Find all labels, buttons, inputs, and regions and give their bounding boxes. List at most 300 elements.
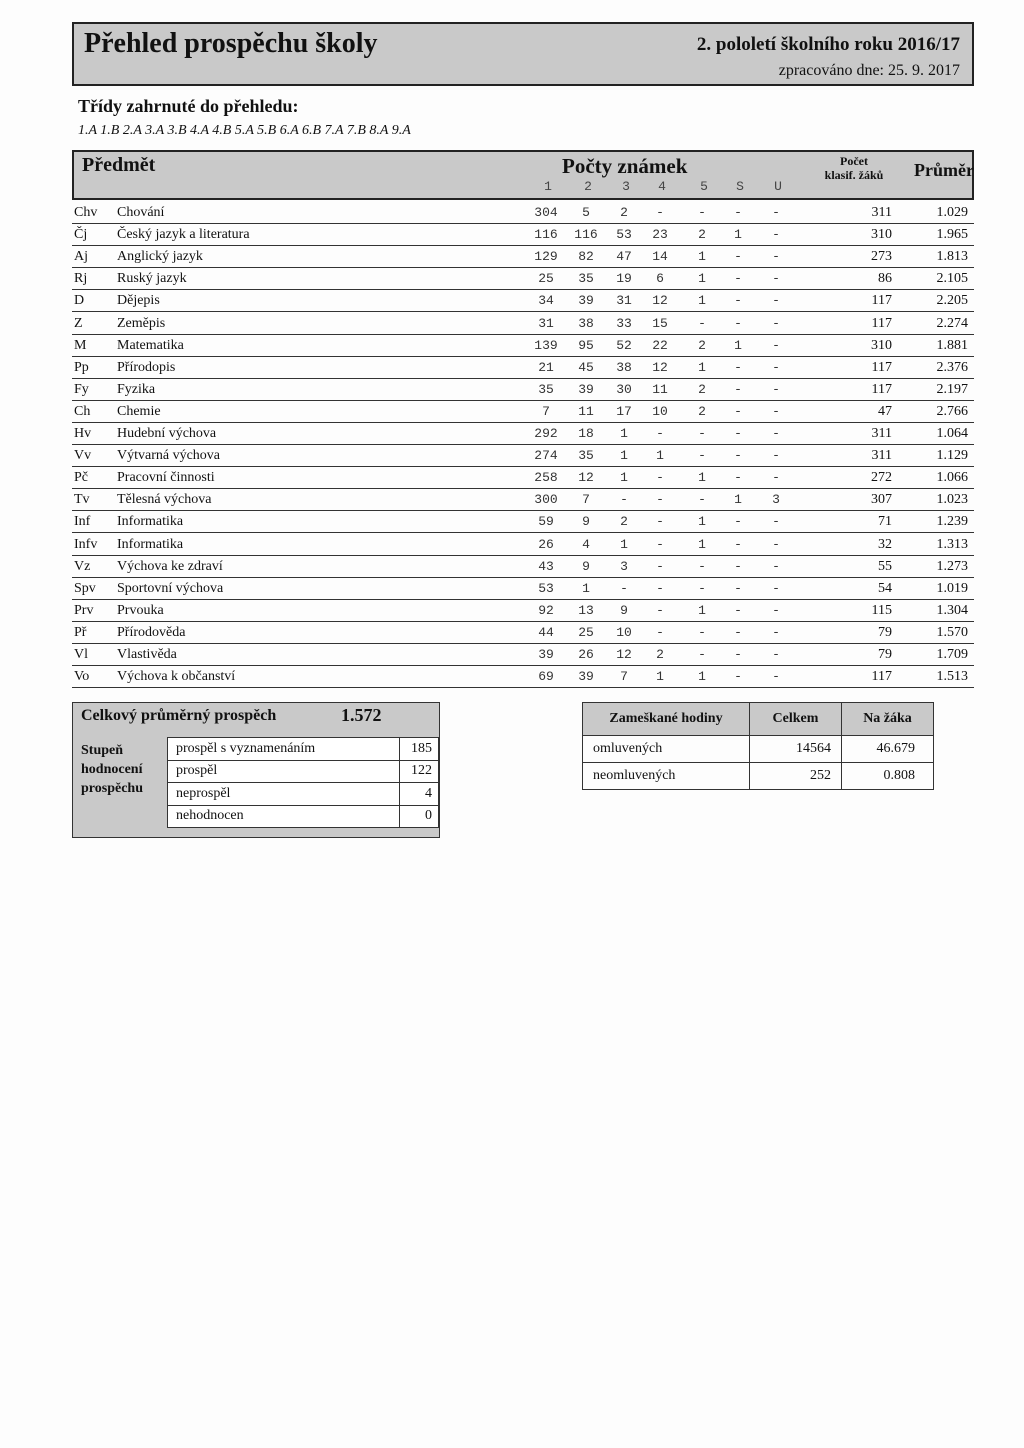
classified-count-cell: 272 <box>871 470 892 486</box>
grade-count-cell: - <box>772 249 780 265</box>
grade-count-cell: - <box>734 580 742 596</box>
grade-count-cell: - <box>734 403 742 419</box>
grade-count-cell: - <box>698 205 706 220</box>
grade-count-cell: 1 <box>698 359 706 375</box>
classified-count-cell: 115 <box>871 602 892 618</box>
table-row <box>583 736 934 763</box>
grade-count-cell: - <box>698 315 706 331</box>
table-row <box>72 644 974 666</box>
classified-count-cell: 117 <box>871 381 892 397</box>
subject-average-cell: 1.064 <box>936 426 968 441</box>
subject-abbr: Hv <box>74 426 92 441</box>
subject-average-cell: 1.813 <box>936 249 968 265</box>
subject-name: Hudební výchova <box>117 426 217 441</box>
grade-count-cell: - <box>734 359 742 375</box>
grade-count-cell: 4 <box>582 536 590 552</box>
grade-count-cell: - <box>734 448 742 464</box>
table-row <box>583 763 934 790</box>
table-row <box>72 423 974 445</box>
grade-count-cell: - <box>734 602 742 618</box>
grade-count-cell: 12 <box>616 647 632 662</box>
classified-count-cell: 117 <box>871 315 892 331</box>
table-row <box>72 467 974 489</box>
grade-count-cell: - <box>734 315 742 331</box>
grade-count-cell: 116 <box>574 227 598 243</box>
report-period: 2. pololetí školního roku 2016/17 <box>696 34 960 55</box>
subject-name: Dějepis <box>117 293 160 309</box>
table-row <box>72 578 974 600</box>
table-row <box>72 445 974 467</box>
grade-count-cell: 23 <box>652 227 668 243</box>
subject-name: Sportovní výchova <box>117 580 224 596</box>
subject-name: Tělesná výchova <box>117 492 212 508</box>
levels-table <box>167 737 439 828</box>
subject-abbr: D <box>74 293 85 309</box>
table-row <box>72 534 974 556</box>
subject-name: Matematika <box>117 337 184 353</box>
grade-count-cell: - <box>656 602 664 618</box>
grade-count-cell: - <box>620 580 628 596</box>
grade-count-cell: 1 <box>698 293 706 309</box>
grade-count-cell: - <box>656 205 664 220</box>
grade-count-cell: 1 <box>582 580 590 596</box>
grade-count-cell: 34 <box>538 293 554 309</box>
grade-count-cell: - <box>734 647 742 662</box>
classified-count-cell: 117 <box>871 293 892 309</box>
classified-count-cell: 273 <box>871 249 892 265</box>
grade-count-cell: - <box>656 536 664 552</box>
subject-abbr: Ch <box>74 403 91 419</box>
classified-count-cell: 55 <box>878 558 892 574</box>
grade-count-cell: 1 <box>734 227 742 243</box>
classified-count-cell: 79 <box>878 624 892 640</box>
grade-count-cell: - <box>656 580 664 596</box>
table-row <box>72 246 974 268</box>
table-row <box>168 805 439 828</box>
subject-average-cell: 1.129 <box>936 448 968 464</box>
grade-count-cell: 9 <box>582 558 590 574</box>
table-row <box>72 556 974 578</box>
classified-count-cell: 71 <box>878 514 892 530</box>
subject-name: Chování <box>117 205 165 220</box>
classified-count-cell: 47 <box>878 403 892 419</box>
absence-header-total: Celkem <box>750 703 842 736</box>
grade-count-cell: 6 <box>656 271 664 287</box>
grade-count-cell: 2 <box>620 514 628 530</box>
subject-average-cell: 2.197 <box>936 381 968 397</box>
grade-count-cell: - <box>772 647 780 662</box>
table-row <box>168 783 439 806</box>
grade-count-cell: 9 <box>620 602 628 618</box>
grade-count-cell: - <box>656 426 664 441</box>
grade-count-cell: 43 <box>538 558 554 574</box>
grade-count-cell: 1 <box>656 448 664 464</box>
grade-count-cell: 11 <box>652 381 668 397</box>
subject-average-cell: 2.105 <box>936 271 968 287</box>
subject-abbr: Infv <box>74 536 98 552</box>
grade-count-cell: - <box>772 403 780 419</box>
grade-count-cell: - <box>772 337 780 353</box>
grade-count-cell: 1 <box>734 337 742 353</box>
grade-count-cell: - <box>734 249 742 265</box>
classified-count-cell: 311 <box>871 448 892 464</box>
table-row <box>72 489 974 511</box>
grade-count-cell: 1 <box>698 514 706 530</box>
grade-count-cell: - <box>772 426 780 441</box>
subject-average-cell: 1.881 <box>936 337 968 353</box>
grade-count-cell: - <box>772 470 780 486</box>
classified-count-cell: 311 <box>871 205 892 220</box>
subject-abbr: Prv <box>74 602 94 618</box>
level-count-cell: 4 <box>400 783 439 806</box>
subject-abbr: Čj <box>74 227 88 243</box>
grade-count-cell: - <box>734 426 742 441</box>
table-row <box>168 760 439 783</box>
subject-name: Informatika <box>117 536 184 552</box>
level-count-cell: 122 <box>400 760 439 783</box>
subject-name: Fyzika <box>117 381 156 397</box>
subject-abbr: M <box>74 337 87 353</box>
grade-count-cell: - <box>656 514 664 530</box>
subject-average-cell: 1.313 <box>936 536 968 552</box>
subject-name: Pracovní činnosti <box>117 470 215 486</box>
grade-count-cell: - <box>656 624 664 640</box>
grade-count-cell: 47 <box>616 249 632 265</box>
subject-abbr: Vv <box>74 448 92 464</box>
grade-count-cell: - <box>698 624 706 640</box>
grade-col-3: 3 <box>622 179 630 194</box>
grade-count-cell: - <box>772 359 780 375</box>
grade-count-cell: - <box>698 580 706 596</box>
table-row <box>72 600 974 622</box>
subject-name: Prvouka <box>117 602 164 618</box>
grade-count-cell: 35 <box>578 448 594 464</box>
table-row <box>72 202 974 224</box>
subject-name: Zeměpis <box>117 315 166 331</box>
grade-count-cell: 1 <box>698 470 706 486</box>
level-label-cell: nehodnocen <box>168 805 400 828</box>
grade-count-cell: 30 <box>616 381 632 397</box>
subject-abbr: Př <box>74 624 87 640</box>
grade-count-cell: 3 <box>772 492 780 508</box>
grade-count-cell: - <box>620 492 628 508</box>
classified-count-cell: 86 <box>878 271 892 287</box>
subject-name: Přírodopis <box>117 359 176 375</box>
grade-col-1: 1 <box>544 179 552 194</box>
grade-count-cell: 38 <box>578 315 594 331</box>
subject-average-cell: 1.304 <box>936 602 968 618</box>
grade-count-cell: 39 <box>538 647 554 662</box>
grade-count-cell: 2 <box>656 647 664 662</box>
subject-abbr: Rj <box>74 271 88 287</box>
grade-count-cell: 1 <box>698 669 706 685</box>
grade-col-5: 5 <box>700 179 708 194</box>
grade-count-cell: - <box>698 647 706 662</box>
classified-count-cell: 32 <box>878 536 892 552</box>
table-row <box>72 379 974 401</box>
subject-name: Výtvarná výchova <box>117 448 221 464</box>
grade-count-cell: 39 <box>578 381 594 397</box>
grade-count-cell: - <box>734 470 742 486</box>
grade-count-cell: 292 <box>534 426 558 441</box>
grade-count-cell: - <box>772 315 780 331</box>
grade-count-cell: 45 <box>578 359 594 375</box>
grade-count-cell: - <box>734 205 742 220</box>
subject-name: Výchova ke zdraví <box>117 558 223 574</box>
grade-count-cell: - <box>772 536 780 552</box>
grade-count-cell: - <box>656 492 664 508</box>
grade-count-cell: - <box>656 470 664 486</box>
table-row <box>72 268 974 290</box>
grade-count-cell: 14 <box>652 249 668 265</box>
subject-abbr: Chv <box>74 205 98 220</box>
grade-count-cell: 1 <box>734 492 742 508</box>
grade-count-cell: - <box>772 381 780 397</box>
grade-count-cell: - <box>734 271 742 287</box>
grade-count-cell: 21 <box>538 359 554 375</box>
grade-count-cell: 53 <box>538 580 554 596</box>
subject-average-cell: 2.766 <box>936 403 968 419</box>
grade-count-cell: 9 <box>582 514 590 530</box>
table-row <box>72 290 974 312</box>
grade-col-2: 2 <box>584 179 592 194</box>
grade-count-cell: - <box>772 448 780 464</box>
grade-count-cell: 10 <box>616 624 632 640</box>
absence-label-cell: omluvených <box>583 736 750 763</box>
grade-col-4: 4 <box>658 179 666 194</box>
grade-count-cell: 11 <box>578 403 594 419</box>
subject-name: Chemie <box>117 403 161 419</box>
subject-name: Ruský jazyk <box>117 271 187 287</box>
classified-count-cell: 54 <box>878 580 892 596</box>
grade-count-cell: 26 <box>578 647 594 662</box>
subject-average-cell: 2.376 <box>936 359 968 375</box>
grade-count-cell: 1 <box>698 271 706 287</box>
level-label-cell: prospěl s vyznamenáním <box>168 738 400 761</box>
grade-count-cell: - <box>734 381 742 397</box>
subject-name: Anglický jazyk <box>117 249 203 265</box>
grades-column-header: Počty známek <box>562 154 688 178</box>
absence-total-cell: 252 <box>750 763 842 790</box>
grade-count-cell: 1 <box>620 448 628 464</box>
grade-col-u: U <box>774 179 782 194</box>
grade-count-cell: - <box>734 293 742 309</box>
level-label-line1: Stupeň <box>81 743 124 758</box>
grade-count-cell: 12 <box>652 293 668 309</box>
grade-count-cell: - <box>698 492 706 508</box>
grade-count-cell: 44 <box>538 624 554 640</box>
grade-count-cell: 7 <box>582 492 590 508</box>
grade-count-cell: 13 <box>578 602 594 618</box>
grade-count-cell: 31 <box>538 315 554 331</box>
grade-count-cell: 129 <box>534 249 558 265</box>
grade-count-cell: 2 <box>620 205 628 220</box>
subject-average-cell: 1.029 <box>936 205 968 220</box>
grade-count-cell: - <box>656 558 664 574</box>
grade-count-cell: 5 <box>582 205 590 220</box>
classified-count-cell: 311 <box>871 426 892 441</box>
grade-count-cell: 1 <box>620 426 628 441</box>
grade-count-cell: 26 <box>538 536 554 552</box>
subject-abbr: Vz <box>74 558 91 574</box>
subject-average-cell: 1.570 <box>936 624 968 640</box>
table-row <box>72 224 974 246</box>
overall-summary-box <box>72 702 440 838</box>
subject-name: Český jazyk a literatura <box>117 227 250 243</box>
grade-count-cell: 59 <box>538 514 554 530</box>
subject-abbr: Aj <box>74 249 88 265</box>
grade-count-cell: 39 <box>578 669 594 685</box>
count-header-line1: Počet <box>840 154 868 168</box>
average-column-header: Průměr <box>914 160 974 180</box>
absence-table <box>582 702 934 790</box>
table-row <box>72 357 974 379</box>
grade-count-cell: 7 <box>620 669 628 685</box>
level-label-cell: prospěl <box>168 760 400 783</box>
subject-abbr: Tv <box>74 492 90 508</box>
subject-name: Výchova k občanství <box>117 669 236 685</box>
subject-column-header: Předmět <box>82 154 156 176</box>
grade-count-cell: - <box>698 448 706 464</box>
grade-count-cell: 35 <box>538 381 554 397</box>
grade-count-cell: 25 <box>578 624 594 640</box>
grade-count-cell: 12 <box>578 470 594 486</box>
grades-table-header <box>72 150 974 200</box>
absence-total-cell: 14564 <box>750 736 842 763</box>
subject-abbr: Fy <box>74 381 89 397</box>
grade-count-cell: - <box>772 669 780 685</box>
grade-count-cell: 95 <box>578 337 594 353</box>
grade-count-cell: - <box>772 514 780 530</box>
classified-count-cell: 117 <box>871 669 892 685</box>
grade-count-cell: 300 <box>534 492 558 508</box>
grade-count-cell: 19 <box>616 271 632 287</box>
grade-count-cell: 82 <box>578 249 594 265</box>
subject-name: Informatika <box>117 514 184 530</box>
grade-count-cell: - <box>772 624 780 640</box>
classified-count-cell: 117 <box>871 359 892 375</box>
level-label <box>81 741 143 798</box>
grade-count-cell: 10 <box>652 403 668 419</box>
grade-count-cell: 139 <box>534 337 558 353</box>
grade-count-cell: - <box>698 558 706 574</box>
grade-count-cell: 31 <box>616 293 632 309</box>
level-count-cell: 185 <box>400 738 439 761</box>
subject-abbr: Vl <box>74 647 88 662</box>
report-title: Přehled prospěchu školy <box>84 28 378 59</box>
classified-count-cell: 307 <box>871 492 892 508</box>
subject-abbr: Inf <box>74 514 91 530</box>
grade-count-cell: 33 <box>616 315 632 331</box>
subject-average-cell: 1.239 <box>936 514 968 530</box>
subject-average-cell: 1.066 <box>936 470 968 486</box>
grade-count-cell: 2 <box>698 337 706 353</box>
subject-average-cell: 1.513 <box>936 669 968 685</box>
grade-count-cell: 18 <box>578 426 594 441</box>
absence-per-cell: 0.808 <box>842 763 934 790</box>
count-header-line2: klasif. žáků <box>824 168 884 182</box>
level-count-cell: 0 <box>400 805 439 828</box>
subject-average-cell: 1.965 <box>936 227 968 243</box>
classified-count-cell: 310 <box>871 227 892 243</box>
classified-count-cell: 79 <box>878 647 892 662</box>
subject-average-cell: 1.273 <box>936 558 968 574</box>
level-label-cell: neprospěl <box>168 783 400 806</box>
grade-count-cell: - <box>734 536 742 552</box>
table-row <box>168 738 439 761</box>
grade-count-cell: 2 <box>698 403 706 419</box>
grade-count-cell: 1 <box>620 536 628 552</box>
subject-name: Přírodověda <box>117 624 186 640</box>
count-column-header <box>814 154 894 182</box>
absence-header-per: Na žáka <box>842 703 934 736</box>
grade-count-cell: - <box>734 514 742 530</box>
table-row <box>72 313 974 335</box>
table-row <box>72 666 974 688</box>
grade-count-cell: - <box>698 426 706 441</box>
grade-count-cell: 2 <box>698 381 706 397</box>
subject-abbr: Pp <box>74 359 89 375</box>
grade-count-cell: 2 <box>698 227 706 243</box>
grade-count-cell: - <box>772 580 780 596</box>
grade-count-cell: 116 <box>534 227 558 243</box>
grade-count-cell: 1 <box>620 470 628 486</box>
absence-label-cell: neomluvených <box>583 763 750 790</box>
grade-count-cell: - <box>734 558 742 574</box>
subject-abbr: Z <box>74 315 83 331</box>
absence-per-cell: 46.679 <box>842 736 934 763</box>
grade-count-cell: 39 <box>578 293 594 309</box>
grade-count-cell: 69 <box>538 669 554 685</box>
grade-count-cell: 38 <box>616 359 632 375</box>
absence-header-row <box>583 703 934 736</box>
grade-count-cell: - <box>772 293 780 309</box>
grade-count-cell: 258 <box>534 470 558 486</box>
subject-abbr: Vo <box>74 669 90 685</box>
grade-col-s: S <box>736 179 744 194</box>
grade-count-cell: 25 <box>538 271 554 287</box>
grade-count-cell: 1 <box>698 249 706 265</box>
subject-average-cell: 1.709 <box>936 647 968 662</box>
subject-average-cell: 1.023 <box>936 492 968 508</box>
classes-label: Třídy zahrnuté do přehledu: <box>78 96 299 116</box>
grade-count-cell: 52 <box>616 337 632 353</box>
grade-count-cell: 35 <box>578 271 594 287</box>
table-row <box>72 335 974 357</box>
classes-list: 1.A 1.B 2.A 3.A 3.B 4.A 4.B 5.A 5.B 6.A 6.B 7.A 7.B 8.A 9.A <box>78 123 411 138</box>
grade-count-cell: 1 <box>656 669 664 685</box>
subject-abbr: Spv <box>74 580 96 596</box>
processed-date: zpracováno dne: 25. 9. 2017 <box>778 62 960 79</box>
grade-count-cell: 12 <box>652 359 668 375</box>
grade-count-cell: 274 <box>534 448 558 464</box>
subject-average-cell: 1.019 <box>936 580 968 596</box>
table-row <box>72 401 974 423</box>
subject-average-cell: 2.205 <box>936 293 968 309</box>
grade-count-cell: 53 <box>616 227 632 243</box>
grade-count-cell: 15 <box>652 315 668 331</box>
grade-count-cell: 304 <box>534 205 558 220</box>
overall-value: 1.572 <box>341 705 382 725</box>
grade-count-cell: 92 <box>538 602 554 618</box>
grade-count-cell: - <box>734 669 742 685</box>
level-label-line2: hodnocení <box>81 762 143 777</box>
grade-count-cell: 17 <box>616 403 632 419</box>
grade-count-cell: - <box>734 624 742 640</box>
grade-count-cell: - <box>772 227 780 243</box>
grade-count-cell: 1 <box>698 536 706 552</box>
level-label-line3: prospěchu <box>81 781 143 796</box>
